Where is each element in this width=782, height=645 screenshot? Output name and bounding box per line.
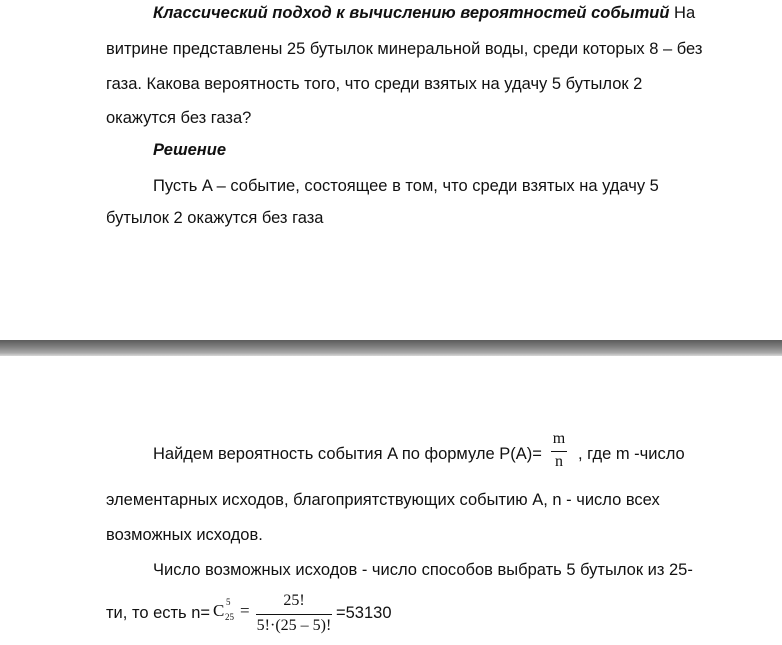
fraction-denominator: n xyxy=(555,453,563,470)
problem-title: Классический подход к вычислению вероятностей событий xyxy=(153,4,670,22)
problem-title-line xyxy=(153,3,695,23)
combination-fraction-bar xyxy=(256,614,332,615)
formula-line-3: возможных исходов. xyxy=(106,526,263,544)
fraction-m-over-n xyxy=(550,430,568,474)
solution-heading: Решение xyxy=(153,141,227,159)
solution-line-1: Пусть A – событие, состоящее в том, что среди взятых на удачу 5 xyxy=(153,177,659,195)
formula-line-2: элементарных исходов, благоприятствующих событию A, n - число всех xyxy=(106,491,660,509)
formula-line-5-prefix: ти, то есть n= xyxy=(106,604,211,622)
solution-line-2: бутылок 2 окажутся без газа xyxy=(106,209,324,227)
combination-subscript: 25 xyxy=(225,612,234,622)
combination-denominator: 5!·(25 – 5)! xyxy=(256,617,332,634)
problem-line-4: окажутся без газа? xyxy=(106,109,252,127)
fraction-numerator: m xyxy=(552,430,566,447)
combination-fraction xyxy=(254,590,334,638)
problem-line-2: витрине представлены 25 бутылок минеральной воды, среди которых 8 – без xyxy=(106,40,703,58)
fraction-bar xyxy=(551,451,567,452)
combination-letter: C xyxy=(213,601,225,620)
formula-intro: Найдем вероятность события A по формуле P(A)= xyxy=(153,445,542,463)
formula-after: , где m -число xyxy=(578,445,685,463)
combination-symbol xyxy=(213,597,234,622)
problem-line-3: газа. Какова вероятность того, что среди взятых на удачу 5 бутылок 2 xyxy=(106,75,643,93)
combination-numerator: 25! xyxy=(283,592,305,609)
formula-line-4: Число возможных исходов - число способов выбрать 5 бутылок из 25- xyxy=(153,561,693,579)
problem-title-tail: На xyxy=(669,4,696,22)
page-bottom xyxy=(0,356,782,645)
combination-result: =53130 xyxy=(336,604,392,622)
equals-sign: = xyxy=(240,601,250,620)
page-separator xyxy=(0,340,782,356)
combination-superscript: 5 xyxy=(226,597,231,607)
